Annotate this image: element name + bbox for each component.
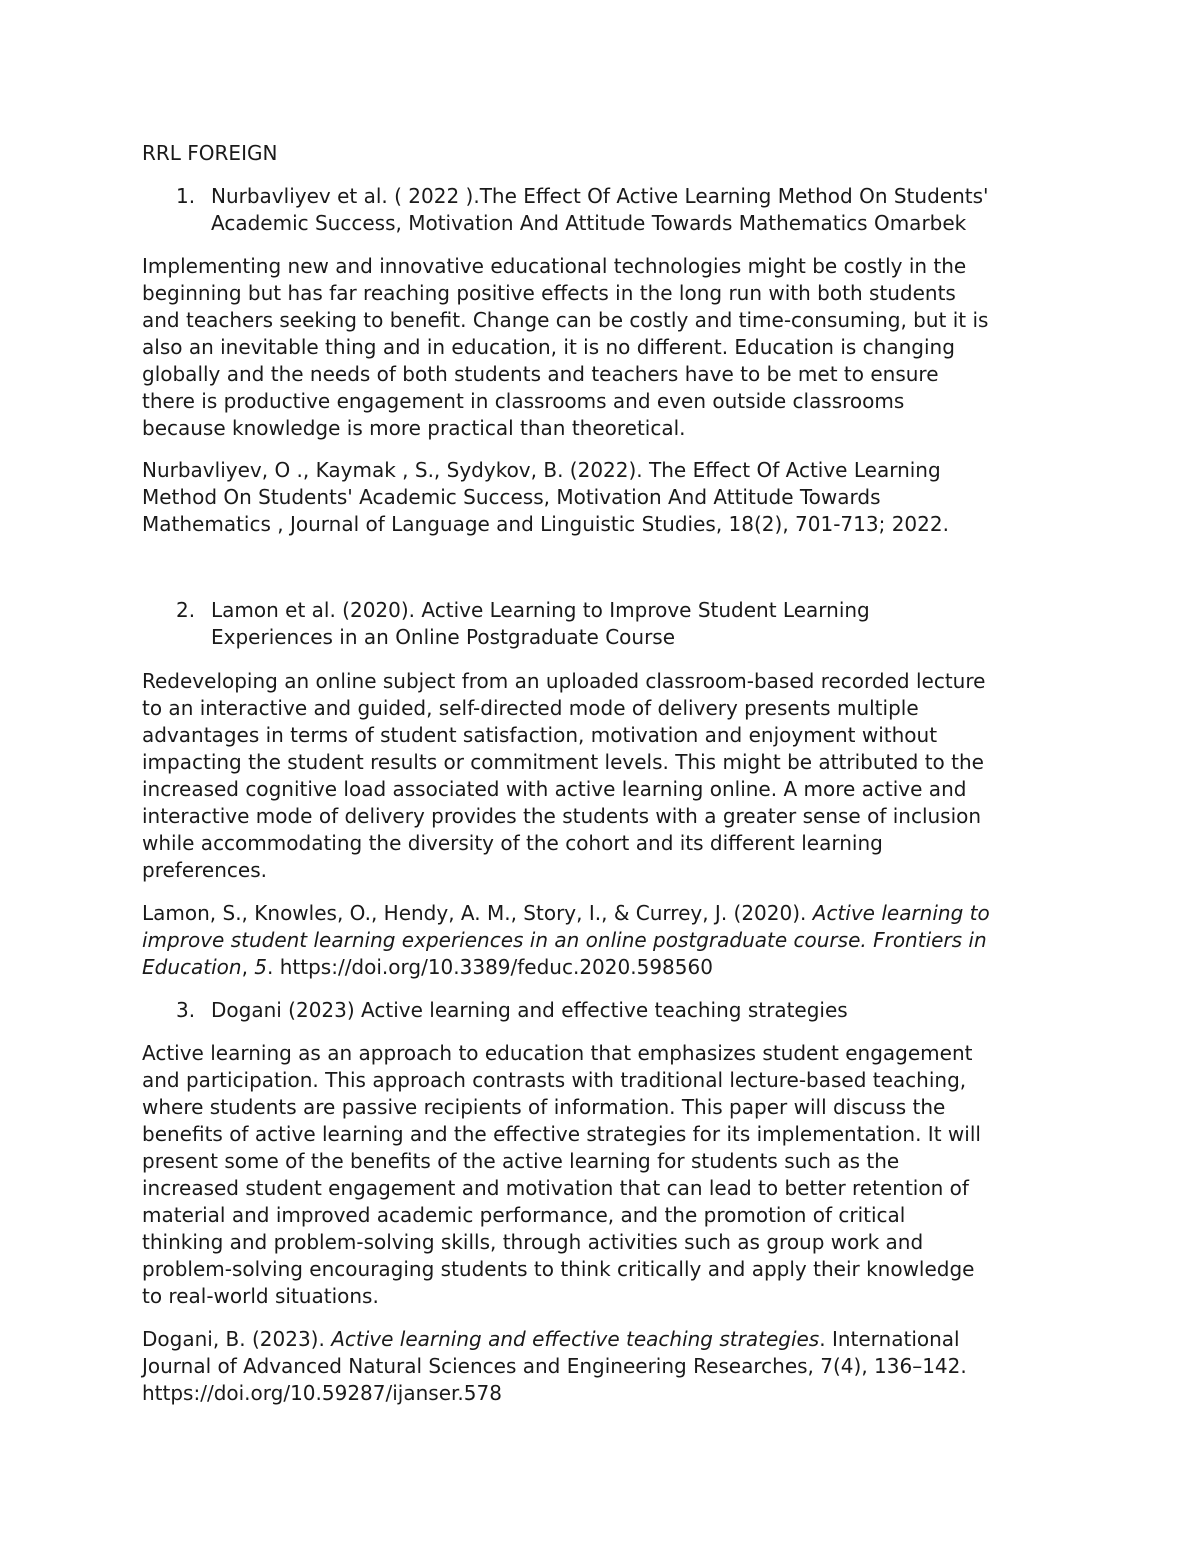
summary-line: impacting the student results or commitment levels. This might be attributed to the xyxy=(142,750,984,774)
citation-journal: Education xyxy=(142,955,242,979)
entry-2-title-line-1: Lamon et al. (2020). Active Learning to Improve Student Learning xyxy=(211,598,870,622)
summary-line: and participation. This approach contrasts with traditional lecture-based teaching, xyxy=(142,1068,967,1092)
summary-line: present some of the benefits of the active learning for students such as the xyxy=(142,1149,900,1173)
summary-line: also an inevitable thing and in education, it is no different. Education is changing xyxy=(142,335,955,359)
citation-line: Mathematics , Journal of Language and Linguistic Studies, 18(2), 701-713; 2022. xyxy=(142,512,949,536)
summary-line: thinking and problem-solving skills, through activities such as group work and xyxy=(142,1230,924,1254)
summary-line: Active learning as an approach to education that emphasizes student engagement xyxy=(142,1041,973,1065)
summary-line: where students are passive recipients of information. This paper will discuss the xyxy=(142,1095,946,1119)
entry-3-number: 3. xyxy=(176,998,196,1022)
entry-2-number: 2. xyxy=(176,598,196,622)
summary-line: Implementing new and innovative educational technologies might be costly in the xyxy=(142,254,967,278)
entry-1-title-line-1: Nurbavliyev et al. ( 2022 ).The Effect Of Active Learning Method On Students' xyxy=(211,184,989,208)
citation-line xyxy=(142,927,987,954)
citation-line: Dogani, B. (2023). Active learning and effective teaching strategies. International xyxy=(142,1327,960,1351)
citation-title: improve student learning experiences in an online postgraduate course. Frontiers in xyxy=(142,928,987,952)
summary-line: benefits of active learning and the effective strategies for its implementation. It will xyxy=(142,1122,981,1146)
citation-title: Active learning to xyxy=(812,901,990,925)
entry-2-title-line-2: Experiences in an Online Postgraduate Course xyxy=(211,625,676,649)
summary-line: advantages in terms of student satisfaction, motivation and enjoyment without xyxy=(142,723,938,747)
summary-line: to an interactive and guided, self-directed mode of delivery presents multiple xyxy=(142,696,919,720)
citation-line xyxy=(142,900,990,927)
entry-1-title-line-2: Academic Success, Motivation And Attitude Towards Mathematics Omarbek xyxy=(211,211,967,235)
summary-line: interactive mode of delivery provides the students with a greater sense of inclusion xyxy=(142,804,982,828)
summary-line: increased student engagement and motivation that can lead to better retention of xyxy=(142,1176,969,1200)
summary-line: globally and the needs of both students and teachers have to be met to ensure xyxy=(142,362,939,386)
summary-line: problem-solving encouraging students to think critically and apply their knowledge xyxy=(142,1257,975,1281)
citation-line: Education, 5. https://doi.org/10.3389/feduc.2020.598560 xyxy=(142,955,713,979)
entry-1-number: 1. xyxy=(176,184,196,208)
summary-line: to real-world situations. xyxy=(142,1284,379,1308)
citation-authors: Lamon, S., Knowles, O., Hendy, A. M., Story, I., & Currey, J. (2020). xyxy=(142,901,813,925)
document-heading: RRL FOREIGN xyxy=(142,141,278,165)
citation-line: Method On Students' Academic Success, Motivation And Attitude Towards xyxy=(142,485,881,509)
citation-doi: https://doi.org/10.59287/ijanser.578 xyxy=(142,1381,502,1405)
summary-line: preferences. xyxy=(142,858,267,882)
citation-line: Journal of Advanced Natural Sciences and Engineering Researches, 7(4), 136–142. xyxy=(142,1354,967,1378)
entry-3-title-line-1: Dogani (2023) Active learning and effective teaching strategies xyxy=(211,998,848,1022)
summary-line: there is productive engagement in classrooms and even outside classrooms xyxy=(142,389,905,413)
summary-line: Redeveloping an online subject from an uploaded classroom-based recorded lecture xyxy=(142,669,986,693)
citation-line: Nurbavliyev, O ., Kaymak , S., Sydykov, B. (2022). The Effect Of Active Learning xyxy=(142,458,941,482)
summary-line: increased cognitive load associated with active learning online. A more active and xyxy=(142,777,967,801)
citation-title: Active learning and effective teaching strategies xyxy=(331,1327,820,1351)
citation-authors: Dogani, B. (2023). xyxy=(142,1327,332,1351)
citation-volume: 5 xyxy=(254,955,268,979)
summary-line: while accommodating the diversity of the cohort and its different learning xyxy=(142,831,883,855)
summary-line: material and improved academic performance, and the promotion of critical xyxy=(142,1203,906,1227)
summary-line: because knowledge is more practical than theoretical. xyxy=(142,416,686,440)
summary-line: and teachers seeking to benefit. Change can be costly and time-consuming, but it is xyxy=(142,308,989,332)
summary-line: beginning but has far reaching positive effects in the long run with both students xyxy=(142,281,956,305)
citation-doi: . https://doi.org/10.3389/feduc.2020.598560 xyxy=(267,955,713,979)
